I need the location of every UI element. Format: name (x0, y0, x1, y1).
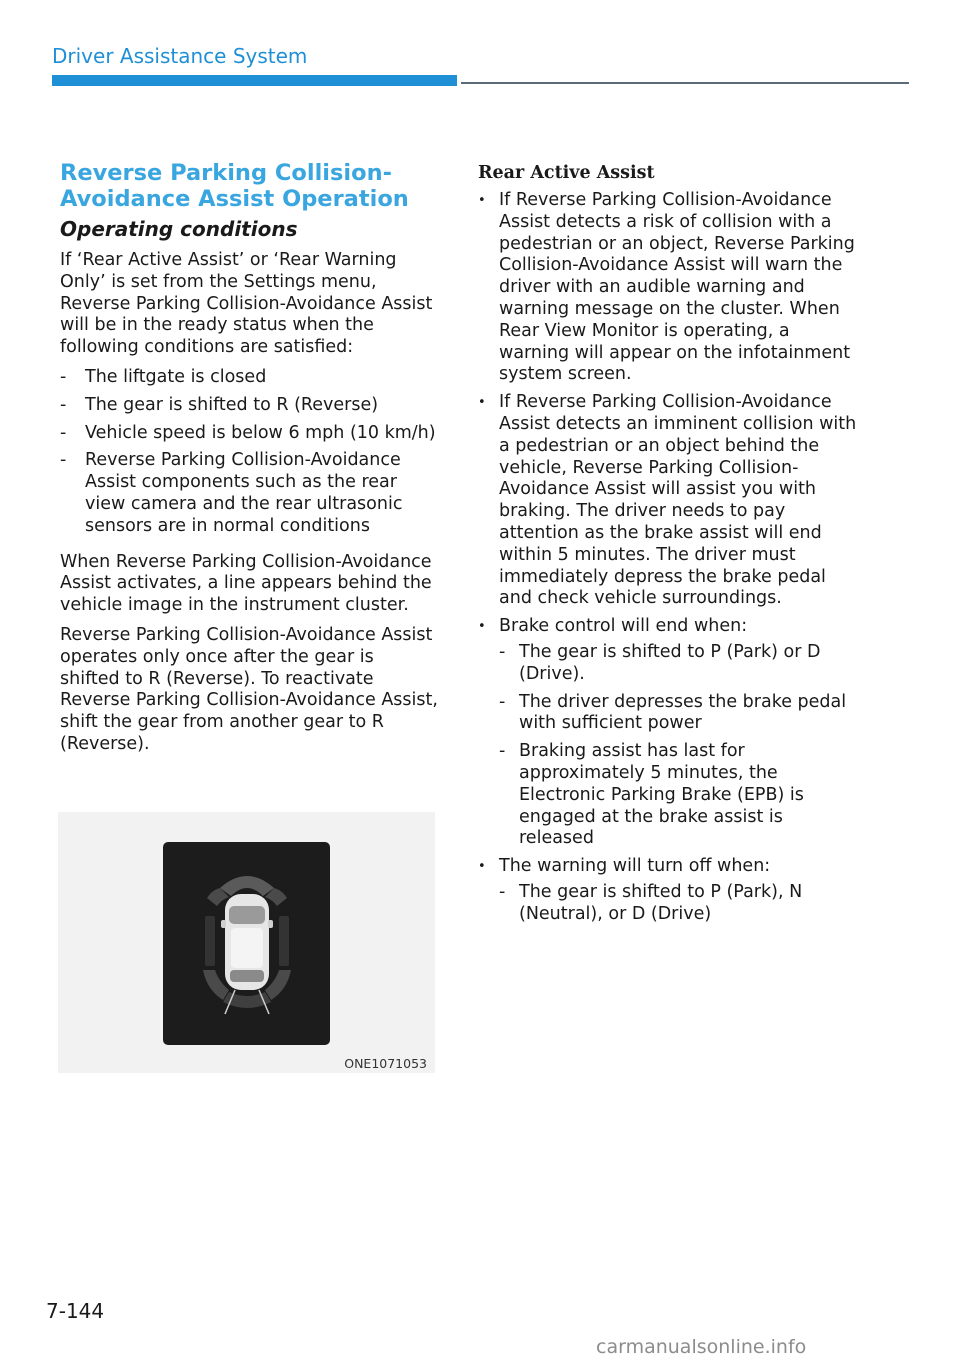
section-title: Reverse Parking Collision- Avoidance Assist Operation (60, 160, 409, 212)
reactivation-paragraph: Reverse Parking Collision-Avoidance Assist operates only once after the gear is shifted to R (Reverse). To reactivate Reverse Parking Collision-Avoidance Assist, shift the gear from another gear to R (Reverse). (60, 624, 438, 754)
list-item (478, 392, 858, 610)
parking-sensor-car-icon (163, 842, 330, 1045)
cluster-illustration (58, 812, 435, 1073)
operating-conditions-heading: Operating conditions (60, 217, 298, 241)
right-column (478, 160, 858, 932)
bullet-icon: • (478, 619, 486, 635)
rear-active-assist-heading: Rear Active Assist (478, 163, 655, 183)
page-number: 7-144 (46, 1299, 105, 1323)
sub-list-item: - The gear is shifted to P (Park) or D (Drive). (499, 642, 858, 686)
header-rule-accent (52, 75, 457, 86)
condition-item: - The liftgate is closed (60, 367, 438, 389)
bullet-icon: • (478, 193, 486, 208)
brake-end-conditions (499, 642, 858, 850)
condition-item: - Vehicle speed is below 6 mph (10 km/h) (60, 423, 438, 445)
intro-paragraph: If ‘Rear Active Assist’ or ‘Rear Warning Only’ is set from the Settings menu, Reverse Parking Collision-Avoidance Assist will be in the ready status when the following conditions are satisfied: (60, 250, 433, 358)
watermark: carmanualsonline.info (596, 1336, 807, 1358)
left-column (60, 160, 438, 764)
bullet-text: If Reverse Parking Collision-Avoidance Assist detects an imminent collision with a pedestrian or an object behind the vehicle, Reverse Parking Collision-Avoidance Assist will assist you with braking. The driver needs to pay attention as the brake assist will end within 5 minutes. The driver must immediately depress the brake pedal and check vehicle surroundings. (499, 392, 857, 609)
rear-active-assist-list (478, 190, 858, 926)
warning-off-conditions (499, 882, 858, 926)
bullet-text: The warning will turn off when: (499, 856, 771, 877)
cluster-screen (163, 842, 330, 1045)
sub-list-item: - The gear is shifted to P (Park), N (Neutral), or D (Drive) (499, 882, 858, 926)
condition-item: - The gear is shifted to R (Reverse) (60, 395, 438, 417)
sub-list-item: - Braking assist has last for approximately 5 minutes, the Electronic Parking Brake (EPB) is engaged at the brake assist is released (499, 741, 858, 850)
bullet-text: Brake control will end when: (499, 616, 748, 637)
figure-code: ONE1071053 (344, 1056, 427, 1071)
list-item (478, 190, 858, 386)
section-header: Driver Assistance System (52, 44, 308, 68)
sub-list-item: - The driver depresses the brake pedal with sufficient power (499, 692, 858, 736)
bullet-text: If Reverse Parking Collision-Avoidance Assist detects a risk of collision with a pedestrian or an object, Reverse Parking Collision-Avoidance Assist will warn the driver with an audible warning and warning message on the cluster. When Rear View Monitor is operating, a warning will appear on the infotainment system screen. (499, 190, 855, 385)
bullet-icon: • (478, 395, 486, 411)
header-rule-line (461, 82, 909, 84)
bullet-icon: • (478, 859, 486, 875)
activation-paragraph: When Reverse Parking Collision-Avoidance Assist activates, a line appears behind the vehicle image in the instrument cluster. (60, 551, 432, 616)
condition-item: - Reverse Parking Collision-Avoidance Assist components such as the rear view camera and the rear ultrasonic sensors are in normal conditions (60, 450, 438, 537)
list-item (478, 616, 858, 850)
list-item (478, 856, 858, 925)
conditions-list (60, 367, 438, 538)
